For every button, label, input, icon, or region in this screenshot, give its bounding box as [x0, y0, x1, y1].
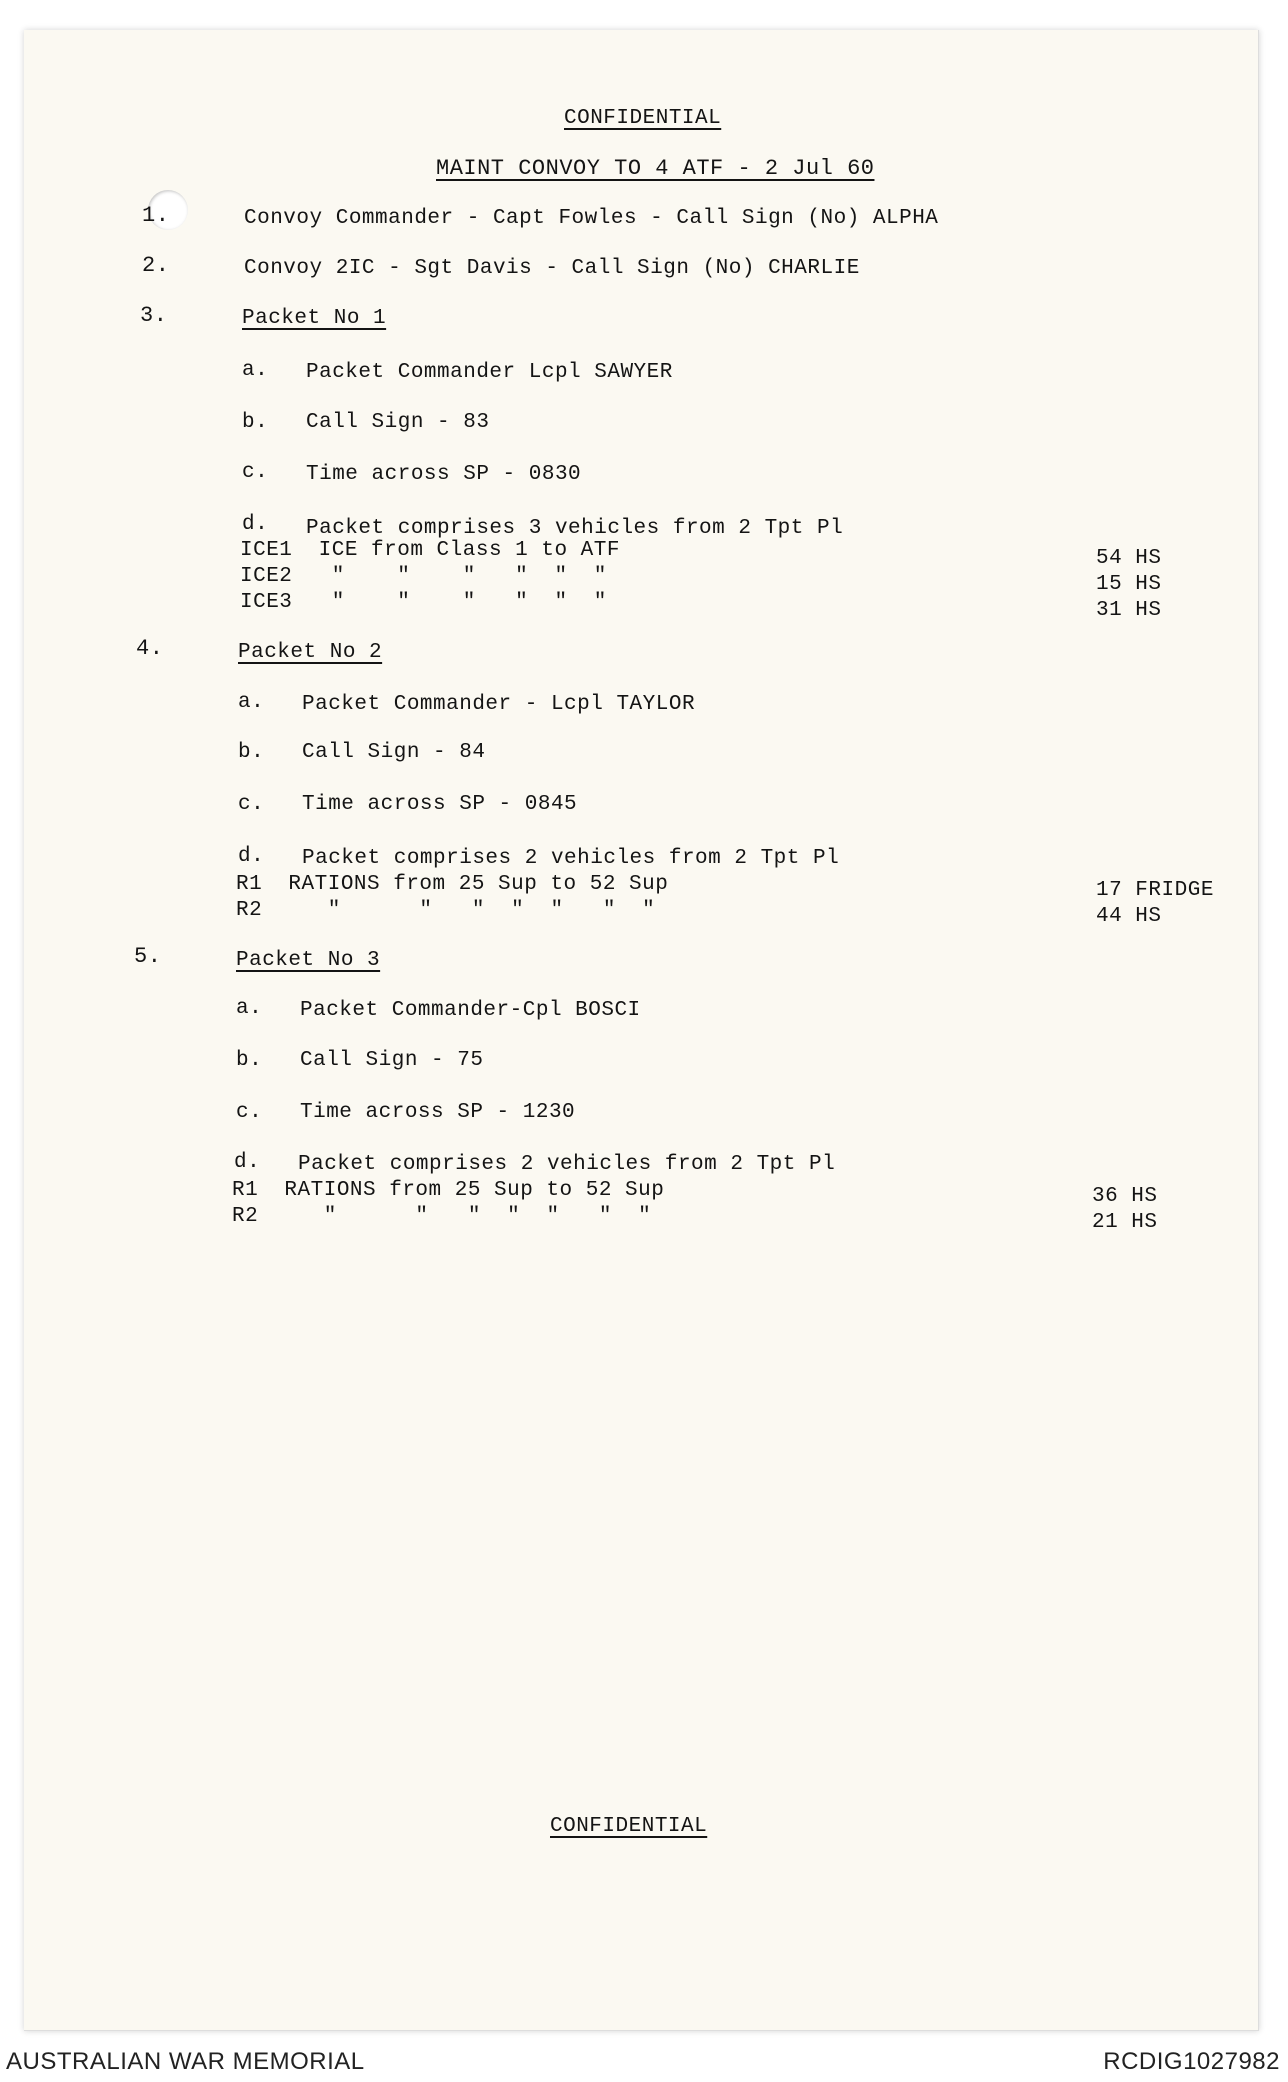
packet-1-a-letter: a.	[242, 359, 269, 382]
packet-3-commander: Packet Commander-Cpl BOSCI	[300, 999, 641, 1022]
packet-2-call-sign: Call Sign - 84	[302, 741, 486, 764]
packet-1-row-3-qty: 31 HS	[1096, 599, 1162, 622]
packet-1-c-letter: c.	[242, 461, 269, 484]
packet-1-title: Packet No 1	[242, 307, 387, 330]
classification-footer: CONFIDENTIAL	[550, 1815, 708, 1838]
document-title: MAINT CONVOY TO 4 ATF - 2 Jul 60	[436, 156, 875, 181]
packet-3-number: 5.	[134, 944, 162, 969]
archive-reference: RCDIG1027982	[1103, 2048, 1280, 2075]
packet-1-call-sign: Call Sign - 83	[306, 411, 490, 434]
packet-2-d-letter: d.	[238, 845, 265, 868]
packet-1-vehicles: Packet comprises 3 vehicles from 2 Tpt Pl	[306, 517, 844, 540]
packet-3-b-letter: b.	[236, 1049, 263, 1072]
item-2-number: 2.	[142, 253, 170, 278]
packet-2-a-letter: a.	[238, 691, 265, 714]
packet-3-row-2-qty: 21 HS	[1092, 1211, 1158, 1234]
packet-2-number: 4.	[136, 636, 164, 661]
packet-3-d-letter: d.	[234, 1151, 261, 1174]
packet-3-call-sign: Call Sign - 75	[300, 1049, 484, 1072]
packet-3-row-2: R2 " " " " " " "	[232, 1205, 652, 1228]
packet-3-title: Packet No 3	[236, 949, 381, 972]
packet-3-vehicles: Packet comprises 2 vehicles from 2 Tpt Pl	[298, 1153, 836, 1176]
packet-1-row-1-qty: 54 HS	[1096, 547, 1162, 570]
archive-institution: AUSTRALIAN WAR MEMORIAL	[6, 2048, 365, 2075]
packet-1-row-2: ICE2 " " " " " "	[240, 565, 607, 588]
packet-1-row-3: ICE3 " " " " " "	[240, 591, 607, 614]
packet-2-row-1-qty: 17 FRIDGE	[1096, 879, 1214, 902]
item-2-text: Convoy 2IC - Sgt Davis - Call Sign (No) CHARLIE	[244, 257, 860, 280]
packet-2-vehicles: Packet comprises 2 vehicles from 2 Tpt Pl	[302, 847, 840, 870]
packet-1-row-2-qty: 15 HS	[1096, 573, 1162, 596]
packet-1-b-letter: b.	[242, 411, 269, 434]
packet-2-time: Time across SP - 0845	[302, 793, 578, 816]
packet-3-a-letter: a.	[236, 997, 263, 1020]
packet-1-row-1: ICE1 ICE from Class 1 to ATF	[240, 539, 620, 562]
packet-2-b-letter: b.	[238, 741, 265, 764]
packet-1-commander: Packet Commander Lcpl SAWYER	[306, 361, 673, 384]
packet-2-row-1: R1 RATIONS from 25 Sup to 52 Sup	[236, 873, 669, 896]
packet-3-row-1-qty: 36 HS	[1092, 1185, 1158, 1208]
packet-2-title: Packet No 2	[238, 641, 383, 664]
item-1-number: 1.	[142, 203, 170, 228]
packet-2-row-2-qty: 44 HS	[1096, 905, 1162, 928]
classification-header: CONFIDENTIAL	[564, 107, 722, 130]
packet-2-row-2: R2 " " " " " " "	[236, 899, 656, 922]
packet-1-number: 3.	[140, 303, 168, 328]
packet-1-time: Time across SP - 0830	[306, 463, 582, 486]
packet-2-c-letter: c.	[238, 793, 265, 816]
packet-2-commander: Packet Commander - Lcpl TAYLOR	[302, 693, 696, 716]
packet-3-row-1: R1 RATIONS from 25 Sup to 52 Sup	[232, 1179, 665, 1202]
packet-3-time: Time across SP - 1230	[300, 1101, 576, 1124]
item-1-text: Convoy Commander - Capt Fowles - Call Sign (No) ALPHA	[244, 207, 939, 230]
packet-1-d-letter: d.	[242, 513, 269, 536]
document-page	[24, 30, 1259, 2031]
packet-3-c-letter: c.	[236, 1101, 263, 1124]
